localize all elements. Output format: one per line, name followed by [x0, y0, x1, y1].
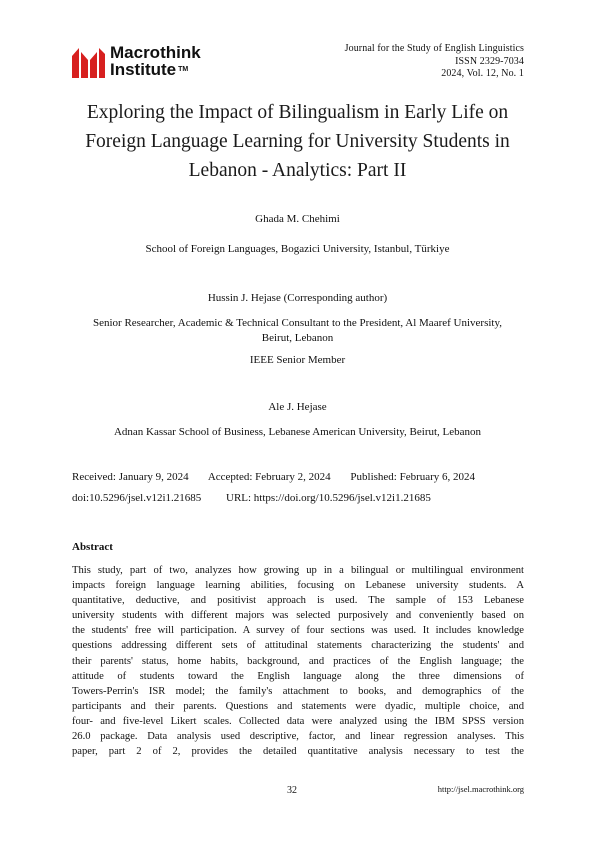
abstract-line: paper, part 2 of 2, provides the detailed quantitative analysis necessary to test the: [72, 746, 524, 758]
abstract-line: quantitative, deductive, and positivist approach is used. The sample of 153 Lebanese: [72, 595, 524, 607]
author-affiliation: School of Foreign Languages, Bogazici University, Istanbul, Türkiye: [145, 243, 450, 255]
abstract-body: [72, 563, 524, 759]
received-date: Received: January 9, 2024: [72, 471, 189, 483]
abstract-line: university students with different majors was selected purposively and conveniently based on: [72, 610, 524, 622]
abstract-line: This study, part of two, analyzes how growing up in a bilingual or multilingual environment: [72, 565, 524, 576]
page-number: 32: [287, 785, 297, 796]
logo-tm: TM: [178, 66, 189, 73]
title-line: Lebanon - Analytics: Part II: [188, 160, 407, 181]
abstract-heading: Abstract: [72, 541, 113, 553]
identifiers: [72, 492, 431, 504]
publication-dates: [72, 471, 475, 483]
published-date: Published: February 6, 2024: [350, 471, 476, 483]
journal-site-link[interactable]: http://jsel.macrothink.org: [437, 784, 524, 794]
abstract-line: attitude of students toward the English language along the three dimensions of: [72, 670, 524, 682]
abstract-line: Towers-Perrin's ISR model; the family's attachment to books, and demographics of the: [72, 685, 524, 697]
journal-issn: ISSN 2329-7034: [455, 55, 524, 67]
author-membership: IEEE Senior Member: [249, 354, 346, 366]
abstract-line: participants and their parents. Questions and statements were dyadic, multiple choice, and: [72, 700, 524, 712]
abstract-line: 26.0 package. Data analysis used descriptive, factor, and linear regression analyses. This: [72, 731, 524, 743]
author-affiliation: Senior Researcher, Academic & Technical Consultant to the President, Al Maaref University,: [92, 317, 503, 329]
abstract-line: their parents' status, home habits, background, and practices of the English language; the: [72, 655, 524, 667]
journal-name: Journal for the Study of English Linguistics: [344, 43, 524, 54]
author-affiliation: Adnan Kassar School of Business, Lebanese American University, Beirut, Lebanon: [113, 426, 482, 438]
author-name: Ale J. Hejase: [268, 401, 327, 413]
abstract-line: questions addressing different sets of attitudinal statements characterizing the students' and: [72, 640, 524, 652]
doi-text: doi:10.5296/jsel.v12i1.21685: [72, 492, 202, 504]
author-name: Ghada M. Chehimi: [255, 213, 340, 225]
title-line: Foreign Language Learning for University Students in: [85, 131, 510, 152]
title-line: Exploring the Impact of Bilingualism in Early Life on: [86, 102, 509, 123]
logo-line2: Institute: [110, 60, 177, 79]
doi-url[interactable]: URL: https://doi.org/10.5296/jsel.v12i1.21685: [226, 492, 431, 504]
publisher-logo: [70, 44, 230, 80]
author-affiliation: Beirut, Lebanon: [261, 332, 334, 344]
accepted-date: Accepted: February 2, 2024: [207, 471, 331, 483]
journal-volume: 2024, Vol. 12, No. 1: [441, 68, 524, 79]
abstract-line: the students' free will participation. A survey of four sections was used. It includes knowledge: [72, 625, 524, 637]
abstract-line: impacts foreign language learning abilities, focusing on Lebanese university students. A: [72, 580, 524, 592]
macrothink-logo-icon: [70, 44, 106, 80]
logo-wordmark: [110, 44, 201, 78]
paper-title: [60, 98, 535, 185]
journal-info: [345, 43, 524, 81]
author-name: Hussin J. Hejase (Corresponding author): [207, 292, 388, 304]
abstract-line: four- and five-level Likert scales. Collected data were analyzed using the IBM SPSS version: [72, 715, 524, 727]
logo-line1: Macrothink: [110, 43, 201, 62]
